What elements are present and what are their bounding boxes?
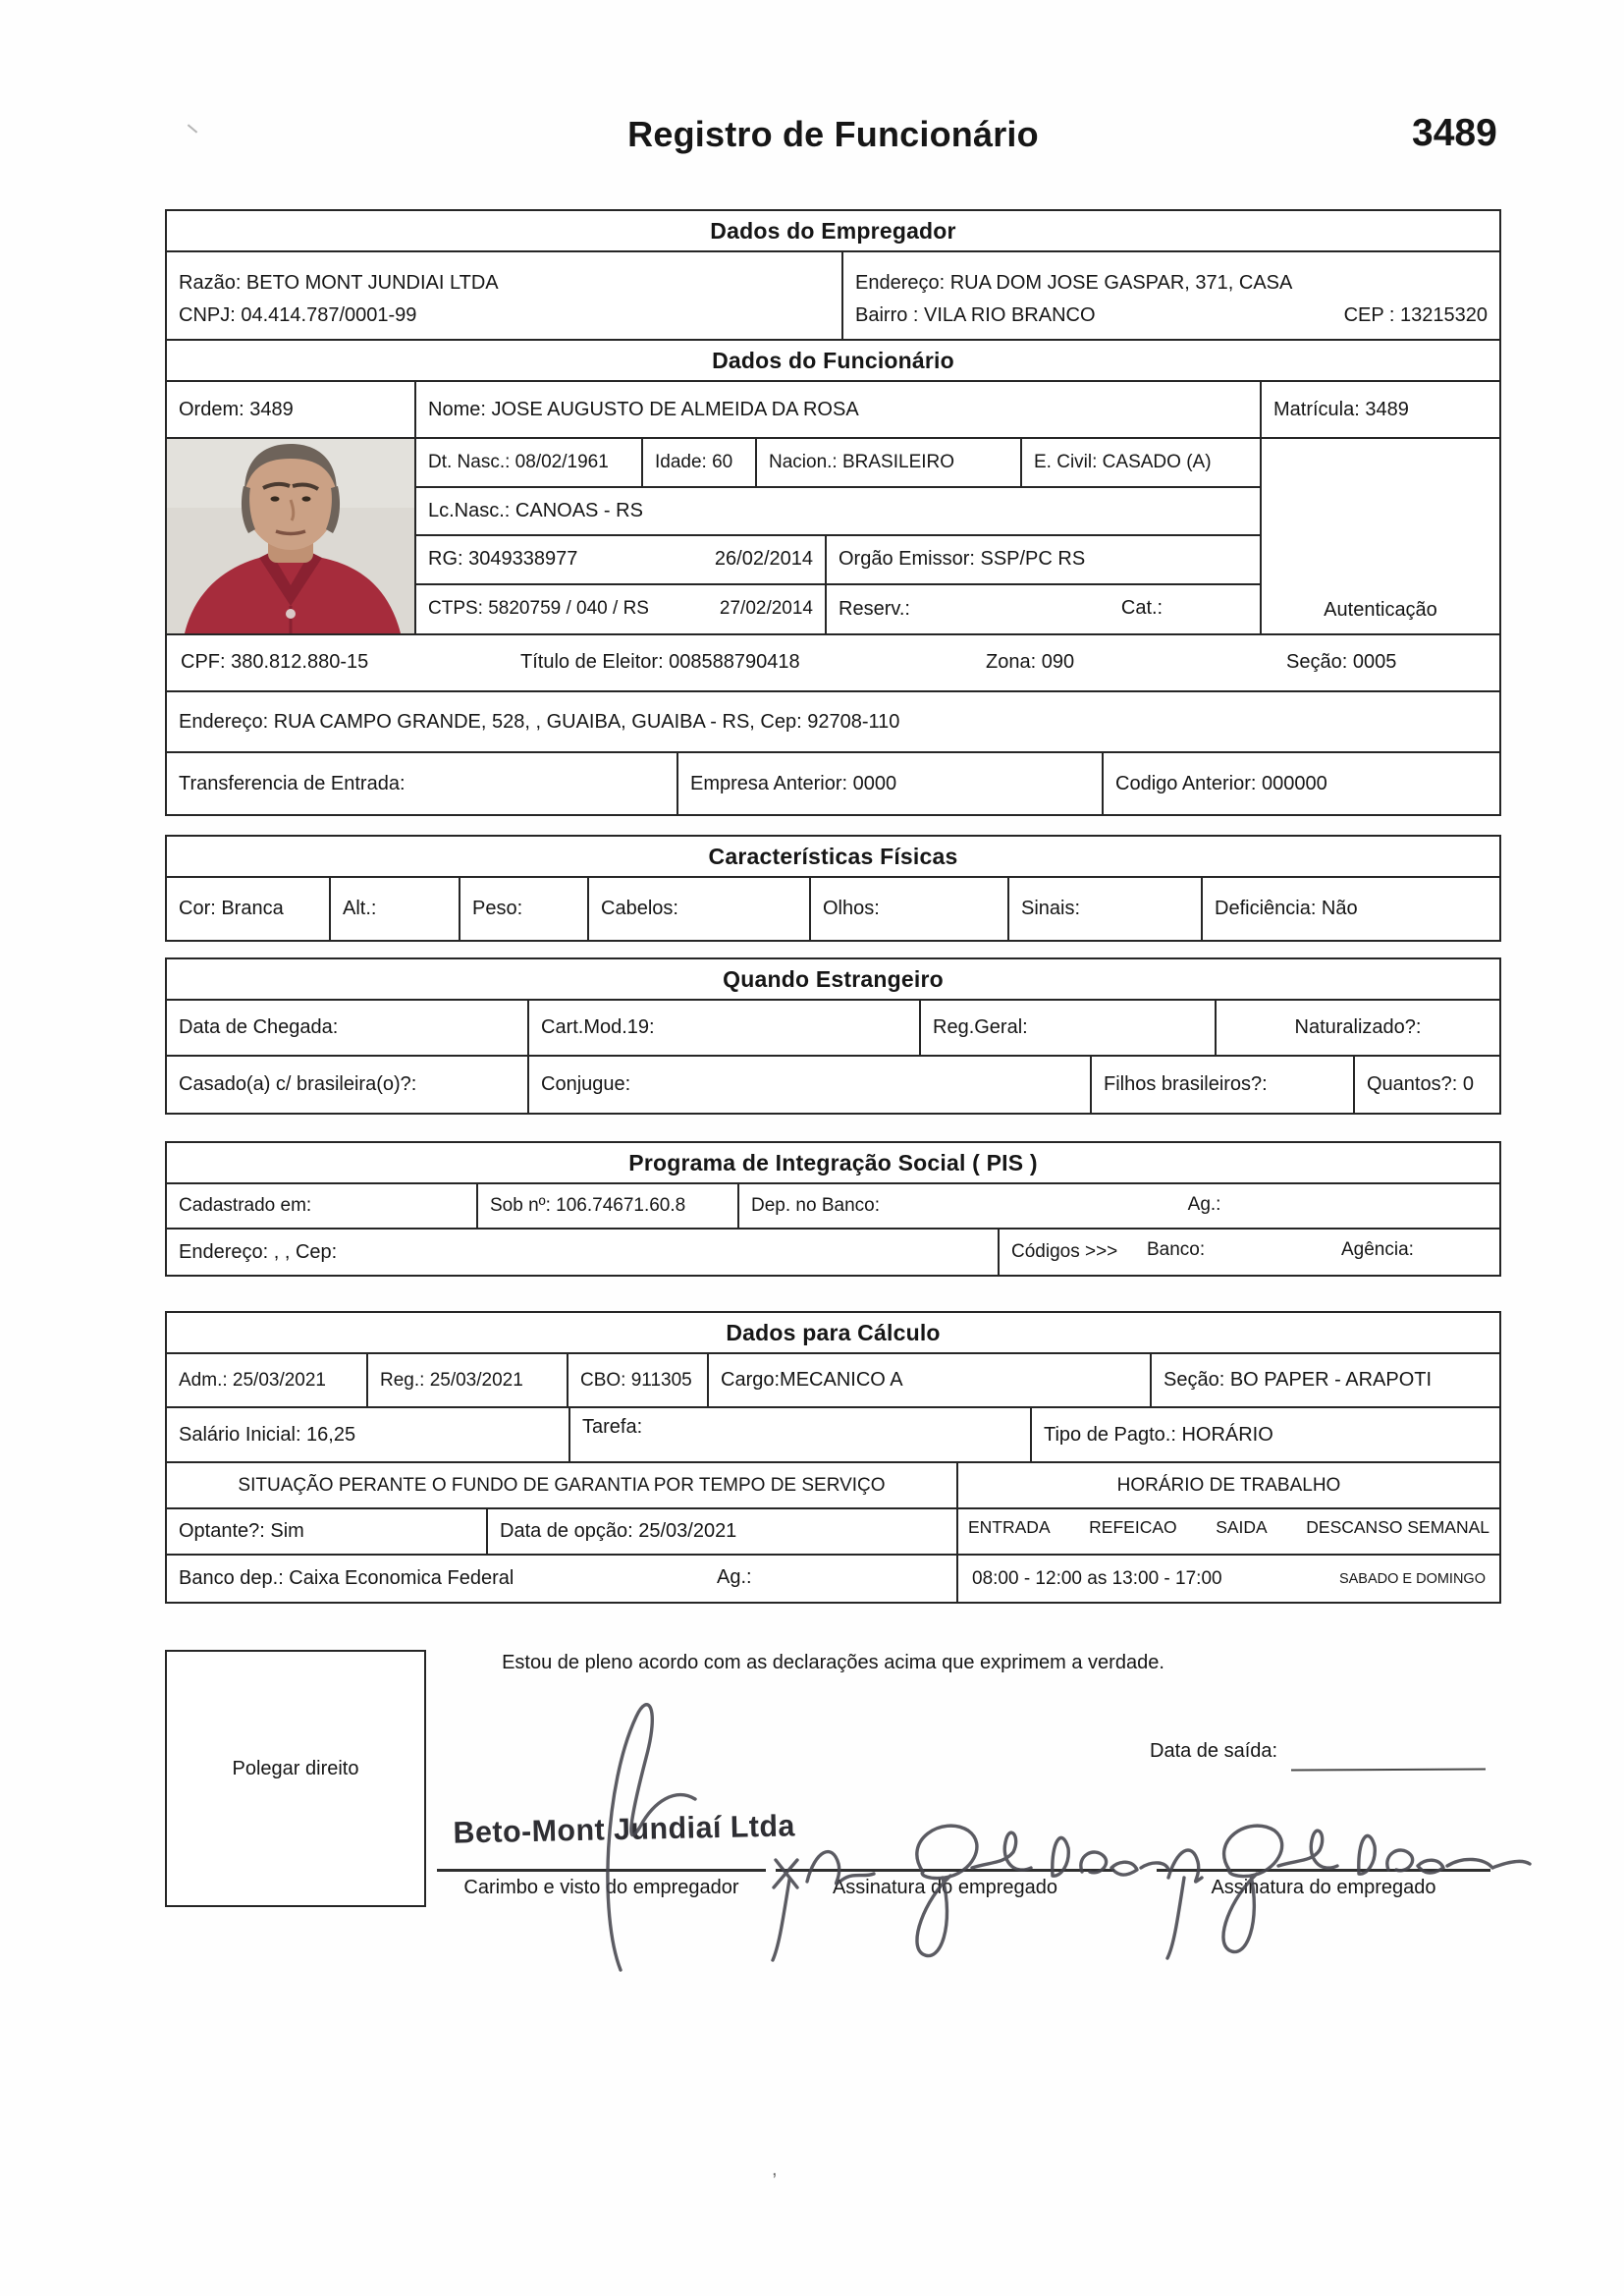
calculo-fgts-title: SITUAÇÃO PERANTE O FUNDO DE GARANTIA POR TEMPO DE SERVIÇO [167, 1463, 958, 1507]
physical-alt: Alt.: [331, 878, 460, 940]
employee-zona: Zona: 090 [986, 651, 1075, 673]
employee-signature-label-1: Assinatura do empregado [832, 1877, 1058, 1898]
employee-cpf: CPF: 380.812.880-15 [181, 651, 369, 673]
employee-cat: Cat.: [1120, 596, 1164, 619]
horario-col-descanso: DESCANSO SEMANAL [1306, 1517, 1489, 1537]
employer-signature-label: Carimbo e visto do empregador [463, 1877, 739, 1898]
employee-endereco: Endereço: RUA CAMPO GRANDE, 528, , GUAIBA, GUAIBA - RS, Cep: 92708-110 [179, 710, 900, 733]
foreigner-cart-mod: Cart.Mod.19: [529, 1001, 921, 1055]
employee-lc-nasc: Lc.Nasc.: CANOAS - RS [428, 499, 643, 521]
physical-peso: Peso: [460, 878, 589, 940]
pis-endereco: Endereço: , , Cep: [167, 1230, 1000, 1275]
calculo-secao: Seção: BO PAPER - ARAPOTI [1164, 1369, 1433, 1391]
employee-rg: RG: 3049338977 [428, 548, 578, 571]
section-employee-title: Dados do Funcionário [167, 341, 1499, 382]
calculo-ag: Ag.: [717, 1566, 752, 1588]
employee-signature-line-2 [1157, 1869, 1490, 1872]
calculo-reg: Reg.: 25/03/2021 [368, 1354, 568, 1406]
employee-ctps: CTPS: 5820759 / 040 / RS [428, 598, 649, 620]
employer-endereco: Endereço: RUA DOM JOSE GASPAR, 371, CASA [855, 272, 1293, 294]
employee-orgao-emissor: Orgão Emissor: SSP/PC RS [839, 548, 1086, 571]
employee-autenticacao: Autenticação [1324, 599, 1437, 621]
foreigner-data-chegada: Data de Chegada: [167, 1001, 529, 1055]
scan-artifact-comma: , [772, 2159, 778, 2180]
foreigner-conjugue: Conjugue: [529, 1057, 1092, 1113]
employee-signature-line-1 [776, 1869, 1114, 1872]
pis-agencia: Agência: [1341, 1239, 1414, 1260]
employer-signature-line [437, 1869, 766, 1872]
employee-idade: Idade: 60 [643, 439, 757, 486]
exit-date-blank-line [1291, 1768, 1486, 1771]
physical-sinais: Sinais: [1009, 878, 1203, 940]
thumbprint-label: Polegar direito [232, 1758, 359, 1779]
foreigner-reg-geral: Reg.Geral: [921, 1001, 1217, 1055]
page-number: 3489 [1412, 112, 1497, 154]
employee-photo [167, 439, 416, 633]
employer-razao: Razão: BETO MONT JUNDIAI LTDA [179, 272, 499, 294]
employer-stamp: Beto-Mont Jundiaí Ltda [453, 1808, 796, 1850]
employer-cnpj: CNPJ: 04.414.787/0001-99 [179, 304, 417, 326]
calculo-cbo: CBO: 911305 [568, 1354, 709, 1406]
employee-e-civil: E. Civil: CASADO (A) [1034, 451, 1212, 472]
calculo-banco-dep: Banco dep.: Caixa Economica Federal [179, 1567, 514, 1589]
employee-ctps-data: 27/02/2014 [719, 598, 813, 620]
horario-col-saida: SAIDA [1216, 1517, 1268, 1537]
foreigner-naturalizado: Naturalizado?: [1294, 1016, 1422, 1038]
section-calculo-title: Dados para Cálculo [167, 1313, 1499, 1354]
page-title: Registro de Funcionário [627, 114, 1039, 154]
employee-empresa-anterior: Empresa Anterior: 0000 [678, 753, 1104, 814]
exit-date-label: Data de saída: [1150, 1740, 1278, 1762]
calculo-horario-title: HORÁRIO DE TRABALHO [1116, 1474, 1341, 1496]
foreigner-casado: Casado(a) c/ brasileira(o)?: [167, 1057, 529, 1113]
employee-codigo-anterior: Codigo Anterior: 000000 [1115, 772, 1327, 794]
calculo-data-opcao: Data de opção: 25/03/2021 [488, 1509, 958, 1554]
section-calculo [165, 1311, 1501, 1604]
calculo-optante: Optante?: Sim [167, 1509, 488, 1554]
employee-ordem: Ordem: 3489 [167, 382, 416, 437]
physical-olhos: Olhos: [811, 878, 1009, 940]
employee-titulo-eleitor: Título de Eleitor: 008588790418 [520, 651, 800, 673]
physical-deficiencia: Deficiência: Não [1215, 898, 1358, 919]
pis-ag: Ag.: [1187, 1194, 1221, 1215]
calculo-adm: Adm.: 25/03/2021 [167, 1354, 368, 1406]
foreigner-quantos: Quantos?: 0 [1367, 1073, 1474, 1095]
employee-reserv: Reserv.: [839, 597, 910, 620]
employee-rg-data: 26/02/2014 [714, 548, 813, 571]
physical-cabelos: Cabelos: [589, 878, 811, 940]
section-foreigner [165, 957, 1501, 1115]
employer-cep: CEP : 13215320 [1343, 304, 1488, 326]
horario-valor: 08:00 - 12:00 as 13:00 - 17:00 [972, 1567, 1222, 1589]
pis-codigos: Códigos >>> [1011, 1241, 1118, 1262]
pis-banco: Banco: [1147, 1239, 1206, 1260]
calculo-salario: Salário Inicial: 16,25 [167, 1408, 570, 1461]
horario-col-refeicao: REFEICAO [1089, 1517, 1177, 1537]
employee-signature-label-2: Assinatura do empregado [1211, 1877, 1436, 1898]
foreigner-filhos: Filhos brasileiros?: [1092, 1057, 1355, 1113]
pis-sob-no: Sob nº: 106.74671.60.8 [478, 1184, 739, 1228]
employer-bairro: Bairro : VILA RIO BRANCO [855, 304, 1096, 326]
section-employee [165, 339, 1501, 816]
section-foreigner-title: Quando Estrangeiro [167, 959, 1499, 1001]
section-physical [165, 835, 1501, 942]
employee-dt-nasc: Dt. Nasc.: 08/02/1961 [416, 439, 643, 486]
section-employer [165, 209, 1501, 349]
employee-matricula: Matrícula: 3489 [1273, 398, 1409, 420]
horario-descanso: SABADO E DOMINGO [1338, 1570, 1486, 1587]
calculo-tipo-pagto: Tipo de Pagto.: HORÁRIO [1044, 1423, 1273, 1446]
section-pis-title: Programa de Integração Social ( PIS ) [167, 1143, 1499, 1184]
physical-cor: Cor: Branca [167, 878, 331, 940]
employee-nome: Nome: JOSE AUGUSTO DE ALMEIDA DA ROSA [416, 382, 1262, 437]
employee-photo-illustration [167, 439, 414, 633]
pis-cadastrado: Cadastrado em: [167, 1184, 478, 1228]
employee-transferencia: Transferencia de Entrada: [167, 753, 678, 814]
calculo-tarefa: Tarefa: [570, 1408, 1032, 1461]
employee-secao: Seção: 0005 [1286, 651, 1397, 673]
declaration-text: Estou de pleno acordo com as declarações acima que exprimem a verdade. [502, 1652, 1164, 1673]
pis-dep-banco: Dep. no Banco: [751, 1195, 880, 1216]
employee-nacion: Nacion.: BRASILEIRO [757, 439, 1022, 486]
section-employer-title: Dados do Empregador [167, 211, 1499, 252]
section-pis [165, 1141, 1501, 1277]
thumbprint-box [165, 1650, 426, 1907]
horario-col-entrada: ENTRADA [968, 1517, 1051, 1537]
section-physical-title: Características Físicas [167, 837, 1499, 878]
calculo-cargo: Cargo:MECANICO A [709, 1354, 1152, 1406]
